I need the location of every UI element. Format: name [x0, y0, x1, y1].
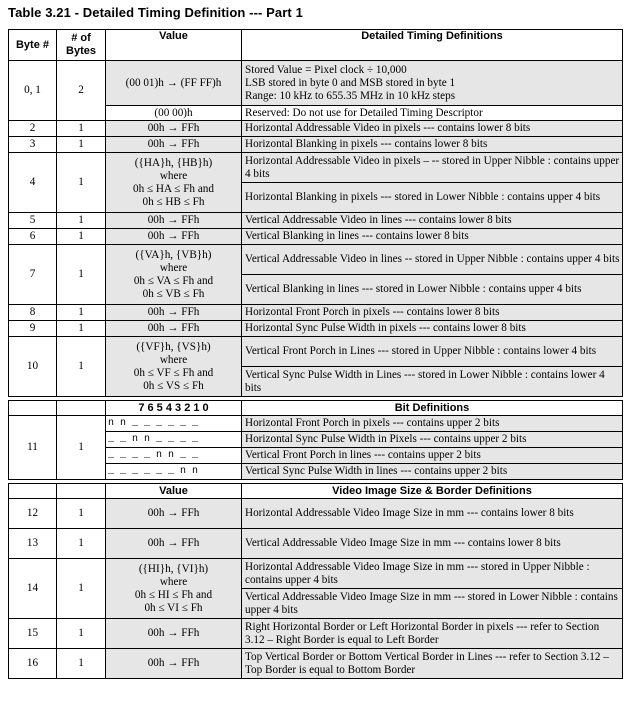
bit-pattern: _ _ _ _ n n _ _	[106, 448, 242, 464]
byte-cell: 0, 1	[9, 61, 57, 121]
header-definition: Detailed Timing Definitions	[242, 30, 623, 61]
value-line: 0h ≤ HB ≤ Fh	[142, 195, 205, 208]
num-cell: 1	[57, 321, 106, 337]
byte-cell: 14	[9, 559, 57, 619]
table-row	[9, 229, 623, 245]
value-cell: 00h → FFh	[106, 229, 242, 245]
num-cell: 1	[57, 337, 106, 397]
byte-cell: 7	[9, 245, 57, 305]
num-cell: 1	[57, 499, 106, 529]
table-row	[9, 321, 623, 337]
bit-pattern: _ _ _ _ _ _ n n	[106, 464, 242, 480]
byte-cell: 6	[9, 229, 57, 245]
value-cell: (00 01)h → (FF FF)h	[106, 61, 242, 106]
byte-cell: 12	[9, 499, 57, 529]
value-cell: 00h → FFh	[106, 529, 242, 559]
definition-cell: Vertical Front Porch in Lines --- stored in Upper Nibble : contains lower 4 bits	[242, 337, 623, 367]
value-line: 0h ≤ VF ≤ Fh and	[133, 366, 214, 379]
num-cell: 1	[57, 229, 106, 245]
table-row	[9, 213, 623, 229]
byte-cell: 2	[9, 121, 57, 137]
definition-cell: Horizontal Blanking in pixels --- stored in Lower Nibble : contains upper 4 bits	[242, 183, 623, 213]
byte-cell: 3	[9, 137, 57, 153]
definition-cell: Horizontal Addressable Video Image Size in mm --- stored in Upper Nibble : contains upper 4 bits	[242, 559, 623, 589]
byte-cell: 13	[9, 529, 57, 559]
definition-cell: Horizontal Sync Pulse Width in pixels --- contains lower 8 bits	[242, 321, 623, 337]
definition-cell: Vertical Addressable Video Image Size in mm --- stored in Lower Nibble : contains upper 4 bits	[242, 589, 623, 619]
table-row	[9, 337, 623, 367]
num-cell: 1	[57, 213, 106, 229]
definition-cell: Horizontal Sync Pulse Width in Pixels --- contains upper 2 bits	[242, 432, 623, 448]
bit-pattern: n n _ _ _ _ _ _	[106, 416, 242, 432]
value-cell: 00h → FFh	[106, 213, 242, 229]
table-row	[9, 529, 623, 559]
table-row	[9, 153, 623, 183]
value-line: 0h ≤ VS ≤ Fh	[143, 379, 204, 392]
table-row	[9, 305, 623, 321]
value-line: 0h ≤ VB ≤ Fh	[142, 287, 205, 300]
value-line: 0h ≤ HA ≤ Fh and	[133, 182, 214, 195]
table-row	[9, 61, 623, 106]
table-row	[9, 137, 623, 153]
empty-cell	[9, 401, 57, 416]
video-definitions-header: Video Image Size & Border Definitions	[242, 484, 623, 499]
definition-cell: Vertical Front Porch in lines --- contains upper 2 bits	[242, 448, 623, 464]
header-byte: Byte #	[9, 30, 57, 61]
definition-cell: Horizontal Front Porch in pixels --- contains upper 2 bits	[242, 416, 623, 432]
definition-cell	[242, 61, 623, 106]
definition-cell: Horizontal Front Porch in pixels --- contains lower 8 bits	[242, 305, 623, 321]
num-cell: 2	[57, 61, 106, 121]
byte-cell: 11	[9, 416, 57, 480]
value-cell: 00h → FFh	[106, 321, 242, 337]
byte-cell: 10	[9, 337, 57, 397]
table-row	[9, 619, 623, 649]
table-row	[9, 559, 623, 589]
definition-cell: Reserved: Do not use for Detailed Timing Descriptor	[242, 106, 623, 121]
table-title: Table 3.21 - Detailed Timing Definition --- Part 1	[8, 5, 303, 20]
num-cell: 1	[57, 649, 106, 679]
bit-header-row	[9, 401, 623, 416]
table-row	[9, 416, 623, 432]
timing-table	[8, 29, 623, 679]
value-line: where	[159, 353, 188, 366]
byte-cell: 8	[9, 305, 57, 321]
header-value: Value	[106, 30, 242, 61]
table-row	[9, 121, 623, 137]
value-cell: 00h → FFh	[106, 619, 242, 649]
value-line: where	[159, 575, 188, 588]
num-cell: 1	[57, 416, 106, 480]
bit-pattern: _ _ n n _ _ _ _	[106, 432, 242, 448]
value-cell	[106, 337, 242, 397]
value-line: ({VF}h, {VS}h)	[136, 340, 211, 353]
value-line: 0h ≤ VI ≤ Fh	[144, 601, 203, 614]
table-row	[9, 649, 623, 679]
header-row	[9, 30, 623, 61]
empty-cell	[9, 484, 57, 499]
value-cell: 00h → FFh	[106, 137, 242, 153]
value-cell: 00h → FFh	[106, 121, 242, 137]
byte-cell: 5	[9, 213, 57, 229]
definition-cell: Vertical Sync Pulse Width in lines --- contains upper 2 bits	[242, 464, 623, 480]
value-cell: (00 00)h	[106, 106, 242, 121]
byte-cell: 15	[9, 619, 57, 649]
value-line: where	[159, 261, 188, 274]
definition-cell: Vertical Blanking in lines --- stored in Lower Nibble : contains upper 4 bits	[242, 275, 623, 305]
num-cell: 1	[57, 121, 106, 137]
header-num-bytes: # of Bytes	[57, 30, 106, 61]
value-cell	[106, 153, 242, 213]
value-cell	[106, 245, 242, 305]
num-cell: 1	[57, 529, 106, 559]
empty-cell	[57, 401, 106, 416]
table-row	[9, 245, 623, 275]
definition-cell: Right Horizontal Border or Left Horizontal Border in pixels --- refer to Section 3.12 – Right Border is equal to Left Border	[242, 619, 623, 649]
value-line: 0h ≤ VA ≤ Fh and	[133, 274, 214, 287]
num-cell: 1	[57, 245, 106, 305]
value-line: where	[159, 169, 188, 182]
definition-line: Range: 10 kHz to 655.35 MHz in 10 kHz steps	[245, 89, 456, 102]
video-header-row	[9, 484, 623, 499]
byte-cell: 4	[9, 153, 57, 213]
definition-cell: Horizontal Addressable Video in pixels --- contains lower 8 bits	[242, 121, 623, 137]
value-line: ({VA}h, {VB}h)	[135, 248, 212, 261]
bit-definitions-header: Bit Definitions	[242, 401, 623, 416]
definition-cell: Horizontal Blanking in pixels --- contains lower 8 bits	[242, 137, 623, 153]
num-cell: 1	[57, 619, 106, 649]
byte-cell: 16	[9, 649, 57, 679]
definition-cell: Vertical Blanking in lines --- contains lower 8 bits	[242, 229, 623, 245]
definition-cell: Horizontal Addressable Video in pixels – -- stored in Upper Nibble : contains upper 4 bits	[242, 153, 623, 183]
value-line: ({HI}h, {VI}h)	[138, 562, 209, 575]
definition-line: LSB stored in byte 0 and MSB stored in byte 1	[245, 76, 456, 89]
definition-cell: Vertical Addressable Video Image Size in mm --- contains lower 8 bits	[242, 529, 623, 559]
num-cell: 1	[57, 305, 106, 321]
definition-cell: Vertical Addressable Video in lines --- contains lower 8 bits	[242, 213, 623, 229]
value-cell: 00h → FFh	[106, 649, 242, 679]
value-cell: 00h → FFh	[106, 305, 242, 321]
definition-cell: Horizontal Addressable Video Image Size in mm --- contains lower 8 bits	[242, 499, 623, 529]
byte-cell: 9	[9, 321, 57, 337]
empty-cell	[57, 484, 106, 499]
video-value-header: Value	[106, 484, 242, 499]
value-cell	[106, 559, 242, 619]
value-line: 0h ≤ HI ≤ Fh and	[134, 588, 213, 601]
num-cell: 1	[57, 137, 106, 153]
definition-line: Stored Value = Pixel clock ÷ 10,000	[245, 63, 407, 76]
num-cell: 1	[57, 559, 106, 619]
definition-cell: Vertical Sync Pulse Width in Lines --- stored in Lower Nibble : contains lower 4 bits	[242, 367, 623, 397]
definition-cell: Vertical Addressable Video in lines -- stored in Upper Nibble : contains upper 4 bits	[242, 245, 623, 275]
num-cell: 1	[57, 153, 106, 213]
table-row	[9, 499, 623, 529]
definition-cell: Top Vertical Border or Bottom Vertical Border in Lines --- refer to Section 3.12 – Top Border is equal to Bottom Border	[242, 649, 623, 679]
value-line: ({HA}h, {HB}h)	[134, 156, 213, 169]
bit-positions: 7 6 5 4 3 2 1 0	[106, 401, 242, 416]
value-cell: 00h → FFh	[106, 499, 242, 529]
